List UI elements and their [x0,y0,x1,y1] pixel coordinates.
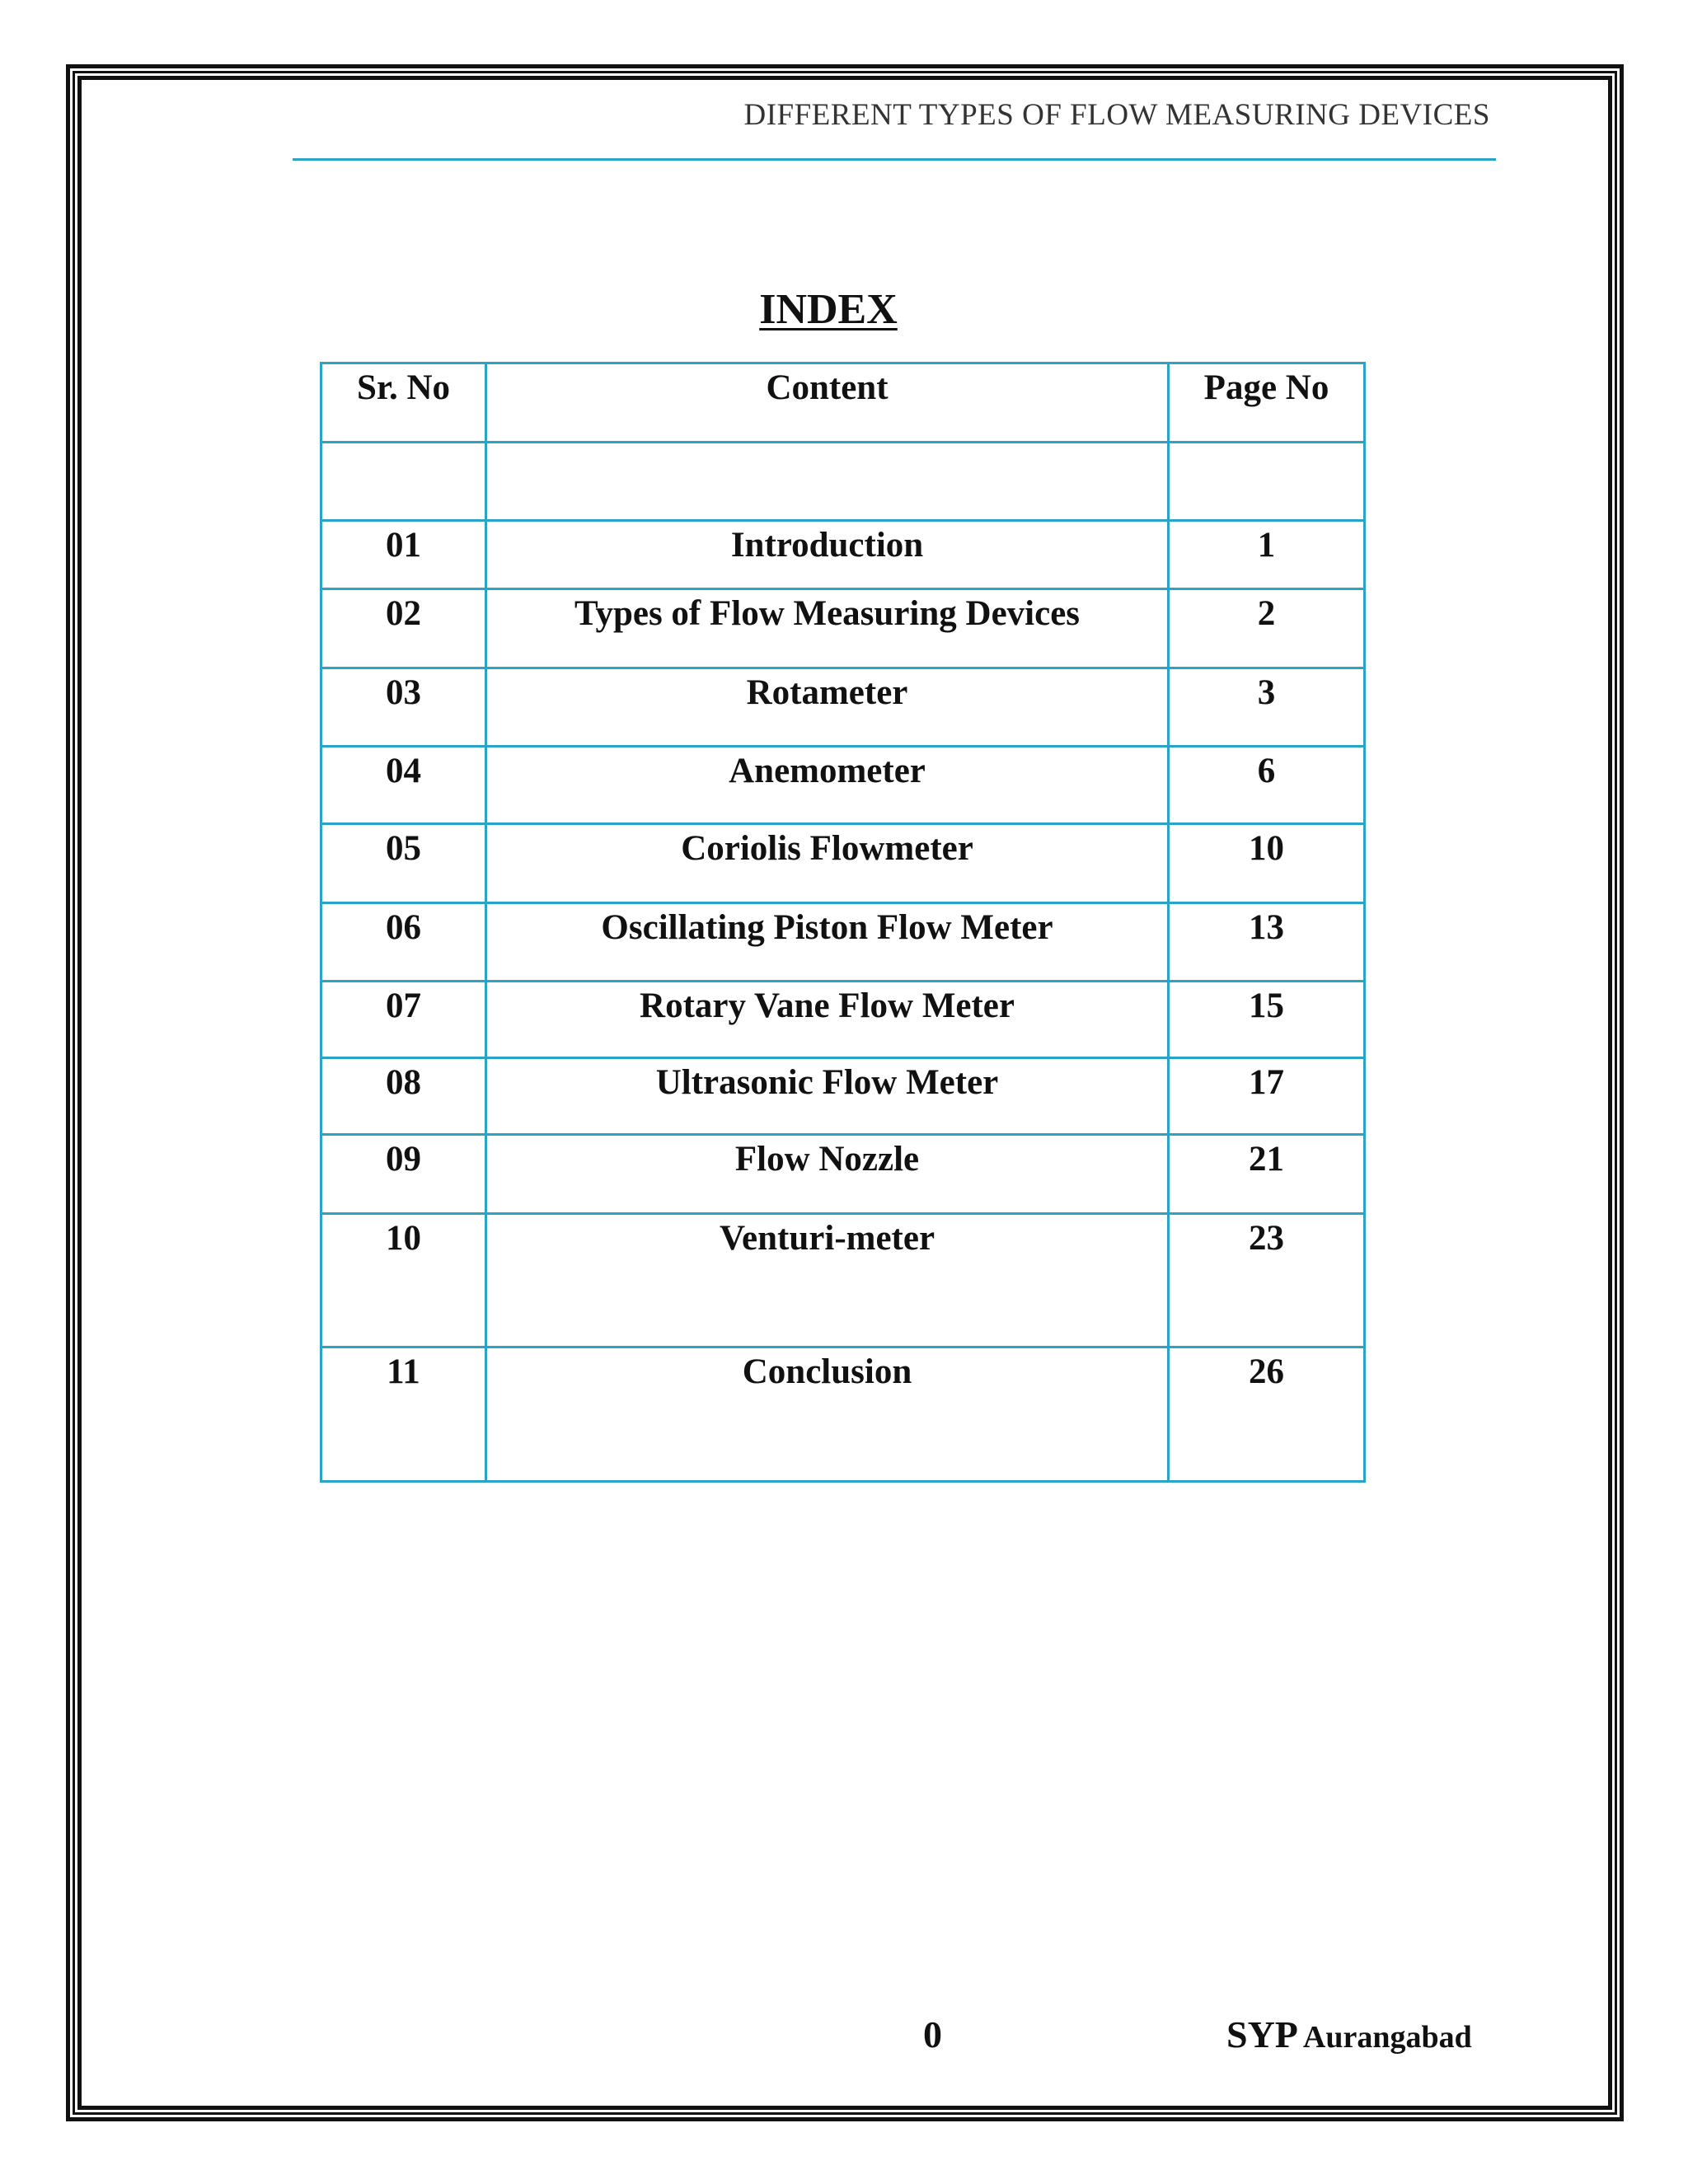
content-cell: Rotary Vane Flow Meter [486,982,1169,1058]
column-header-page-no: Page No [1169,363,1365,443]
content-cell: Coriolis Flowmeter [486,824,1169,903]
footer-org-abbrev: SYP [1226,2013,1298,2055]
content-cell: Types of Flow Measuring Devices [486,589,1169,668]
sr-no-cell: 10 [321,1214,486,1347]
page-no-cell: 2 [1169,589,1365,668]
table-row [321,1347,1365,1482]
content-cell: Venturi-meter [486,1214,1169,1347]
header-rule [293,158,1496,161]
page-no-cell: 6 [1169,747,1365,824]
page-no-cell: 17 [1169,1058,1365,1135]
content-cell: Conclusion [486,1347,1169,1482]
page-no-cell: 26 [1169,1347,1365,1482]
content-cell: Anemometer [486,747,1169,824]
sr-no-cell: 08 [321,1058,486,1135]
sr-no-cell: 05 [321,824,486,903]
page-no-cell: 13 [1169,903,1365,982]
sr-no-cell: 02 [321,589,486,668]
footer-institution [1226,2013,1472,2056]
page-no-cell: 3 [1169,668,1365,747]
table-row [321,521,1365,589]
sr-no-cell: 11 [321,1347,486,1482]
table-header-row [321,363,1365,443]
page-no-cell: 10 [1169,824,1365,903]
sr-no-cell: 07 [321,982,486,1058]
page-no-cell: 23 [1169,1214,1365,1347]
page-no-cell: 1 [1169,521,1365,589]
running-header: DIFFERENT TYPES OF FLOW MEASURING DEVICES [743,98,1490,132]
content-cell: Introduction [486,521,1169,589]
content-cell: Oscillating Piston Flow Meter [486,903,1169,982]
table-row [321,824,1365,903]
index-title: INDEX [759,286,898,333]
content-cell: Ultrasonic Flow Meter [486,1058,1169,1135]
table-row [321,903,1365,982]
content-cell: Rotameter [486,668,1169,747]
index-table [320,362,1366,1483]
table-row [321,1214,1365,1347]
column-header-content: Content [486,363,1169,443]
sr-no-cell: 01 [321,521,486,589]
page-no-cell: 15 [1169,982,1365,1058]
table-row [321,1135,1365,1214]
footer-org-city: Aurangabad [1302,2020,1472,2055]
table-row [321,1058,1365,1135]
content-cell: Flow Nozzle [486,1135,1169,1214]
column-header-sr-no: Sr. No [321,363,486,443]
sr-no-cell: 06 [321,903,486,982]
footer-page-number: 0 [923,2013,942,2055]
table-row [321,747,1365,824]
table-row [321,589,1365,668]
sr-no-cell: 03 [321,668,486,747]
page-no-cell: 21 [1169,1135,1365,1214]
table-row [321,982,1365,1058]
sr-no-cell: 09 [321,1135,486,1214]
empty-row [321,443,1365,521]
sr-no-cell: 04 [321,747,486,824]
table-row [321,668,1365,747]
